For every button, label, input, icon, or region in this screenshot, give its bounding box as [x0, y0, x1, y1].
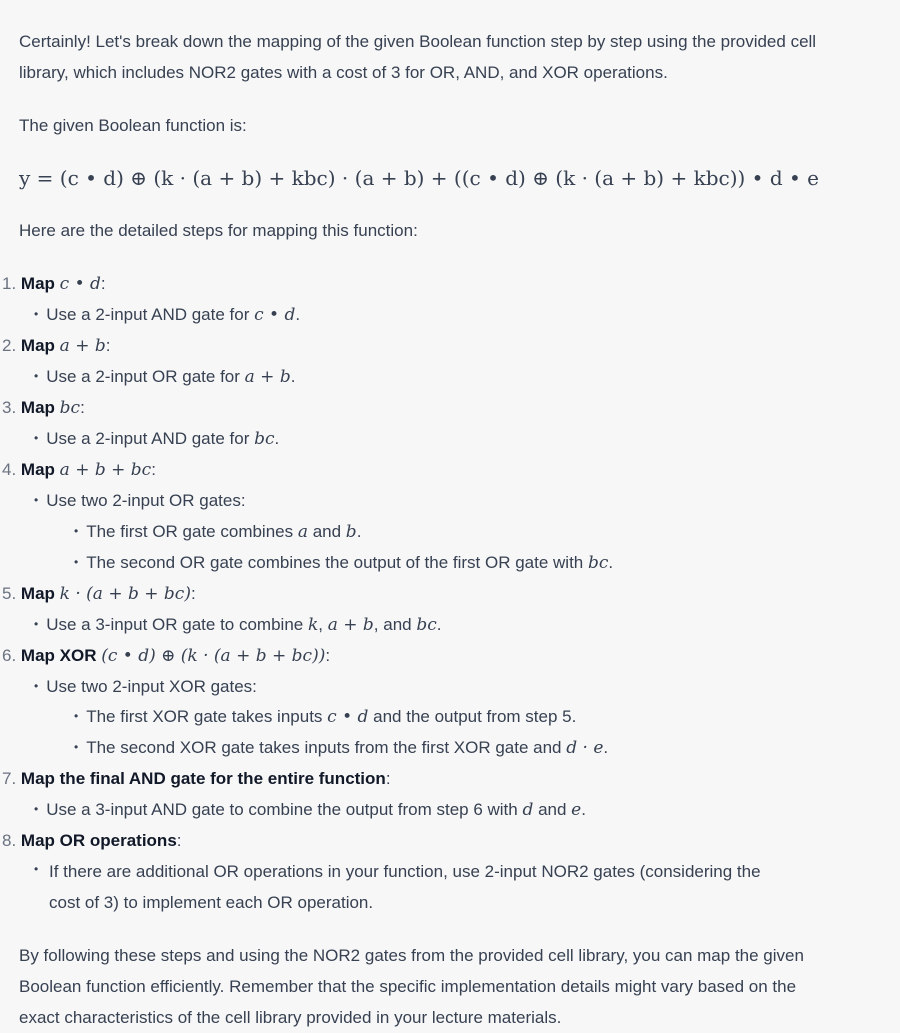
bullet-dot-icon: • — [74, 555, 79, 569]
step-suffix: : — [105, 336, 111, 355]
bullet — [34, 300, 300, 331]
bullet-math: bc — [416, 615, 437, 635]
step-title: Map XOR — [20, 646, 97, 665]
bullet-text-end: . — [274, 429, 280, 448]
step-number: 5. — [2, 584, 17, 603]
bullet-text: The first OR gate combines — [86, 522, 298, 541]
steps-intro: Here are the detailed steps for mapping this function: — [19, 221, 418, 240]
bullet-math: d — [522, 800, 534, 820]
step-7 — [2, 764, 391, 794]
bullet-text: The first XOR gate takes inputs — [86, 707, 328, 726]
bullet-dot-icon: • — [34, 802, 39, 816]
bullet-text-mid: and — [307, 522, 346, 541]
bullet — [34, 424, 279, 455]
step-math: c • d — [59, 274, 101, 294]
bullet-math: k — [307, 615, 319, 635]
bullet — [34, 795, 586, 826]
step-number: 2. — [2, 336, 17, 355]
step-title: Map the final AND gate for the entire function — [20, 769, 386, 788]
bullet-math: a + b — [244, 367, 291, 387]
sub-bullet — [74, 517, 361, 548]
bullet-text: Use a 2-input AND gate for — [46, 305, 255, 324]
step-1 — [2, 269, 106, 299]
bullet-dot-icon: • — [34, 862, 39, 876]
sub-bullet — [74, 702, 576, 733]
bullet-dot-icon: • — [74, 709, 79, 723]
bullet-text: Use two 2-input XOR gates: — [46, 677, 257, 696]
bullet-dot-icon: • — [74, 524, 79, 538]
step-title: Map — [20, 274, 55, 293]
bullet-text: The second OR gate combines the output of the first OR gate with — [86, 553, 588, 572]
bullet-text-mid: , — [318, 615, 328, 634]
step-suffix: : — [176, 831, 182, 850]
boolean-equation: y = (c • d) ⊕ (k · (a + b) + kbc) · (a + b) + ((c • d) ⊕ (k · (a + b) + kbc)) • d • e — [19, 166, 819, 190]
step-suffix: : — [385, 769, 391, 788]
step-math: bc — [59, 398, 81, 418]
bullet-math: bc — [587, 553, 609, 573]
step-number: 4. — [2, 460, 17, 479]
bullet-math: a — [297, 522, 308, 542]
bullet-math: c • d — [327, 707, 369, 727]
bullet-dot-icon: • — [34, 431, 39, 445]
step-title: Map — [20, 336, 55, 355]
bullet-math: c • d — [254, 305, 296, 325]
step-title: Map — [20, 584, 55, 603]
step-suffix: : — [100, 274, 106, 293]
step-8 — [2, 826, 182, 856]
bullet — [34, 610, 441, 641]
bullet-dot-icon: • — [34, 617, 39, 631]
bullet-text-end: . — [608, 553, 614, 572]
bullet-math: e — [571, 800, 582, 820]
bullet-text-mid: and — [533, 800, 572, 819]
step-number: 3. — [2, 398, 17, 417]
step-suffix: : — [80, 398, 85, 417]
step-3 — [2, 393, 85, 423]
sub-bullet — [74, 733, 608, 764]
step-number: 6. — [2, 646, 17, 665]
step-title: Map OR operations — [20, 831, 177, 850]
step-math: a + b + bc — [59, 460, 152, 480]
conclusion-paragraph: By following these steps and using the NOR2 gates from the provided cell library, you can map the given Boolean function efficiently. Remember that the specific implementation details might vary based on the exact characteristics of the cell library provided in your lecture materials. — [19, 946, 804, 1027]
bullet-text-end: . — [290, 367, 296, 386]
bullet-math: d · e — [566, 738, 604, 758]
step-title: Map — [20, 460, 55, 479]
bullet-dot-icon: • — [74, 740, 79, 754]
sub-bullet — [74, 548, 613, 579]
bullet-text: Use a 3-input OR gate to combine — [46, 615, 308, 634]
step-suffix: : — [190, 584, 196, 603]
step-6 — [2, 641, 330, 671]
bullet-text: Use a 2-input AND gate for — [46, 429, 255, 448]
bullet-dot-icon: • — [34, 307, 39, 321]
bullet-dot-icon: • — [34, 493, 39, 507]
bullet-text-end: . — [436, 615, 442, 634]
step-title: Map — [20, 398, 55, 417]
bullet-text: If there are additional OR operations in your function, use 2-input NOR2 gates (considering the cost of 3) to implement each OR operation. — [49, 862, 761, 912]
bullet-text-end: . — [581, 800, 586, 819]
bullet-text: Use two 2-input OR gates: — [46, 491, 246, 510]
bullet-text: Use a 2-input OR gate for — [46, 367, 245, 386]
bullet-dot-icon: • — [34, 679, 39, 693]
bullet — [34, 362, 295, 393]
bullet-text-mid: , and — [373, 615, 417, 634]
step-math: (c • d) ⊕ (k · (a + b + bc)) — [101, 646, 326, 666]
bullet-text-end: . — [356, 522, 362, 541]
bullet — [34, 856, 794, 918]
bullet-dot-icon: • — [34, 369, 39, 383]
bullet-text: Use a 3-input AND gate to combine the output from step 6 with — [46, 800, 523, 819]
step-number: 8. — [2, 831, 17, 850]
bullet-text: The second XOR gate takes inputs from the first XOR gate and — [86, 738, 567, 757]
step-suffix: : — [325, 646, 331, 665]
bullet-math: b — [345, 522, 357, 542]
bullet-text-end: . — [603, 738, 609, 757]
bullet-text-end: . — [295, 305, 301, 324]
bullet — [34, 486, 246, 517]
step-suffix: : — [151, 460, 156, 479]
function-label: The given Boolean function is: — [19, 116, 247, 135]
bullet-text-end: and the output from step 5. — [368, 707, 577, 726]
step-5 — [2, 579, 196, 609]
step-number: 1. — [2, 274, 17, 293]
bullet-math: a + b — [327, 615, 374, 635]
step-2 — [2, 331, 110, 361]
step-math: a + b — [59, 336, 106, 356]
step-math: k · (a + b + bc) — [59, 584, 191, 604]
step-4 — [2, 455, 156, 485]
bullet — [34, 672, 257, 703]
bullet-math: bc — [254, 429, 275, 449]
step-number: 7. — [2, 769, 17, 788]
intro-paragraph: Certainly! Let's break down the mapping of the given Boolean function step by step using the provided cell library, which includes NOR2 gates with a cost of 3 for OR, AND, and XOR operations. — [19, 32, 817, 82]
